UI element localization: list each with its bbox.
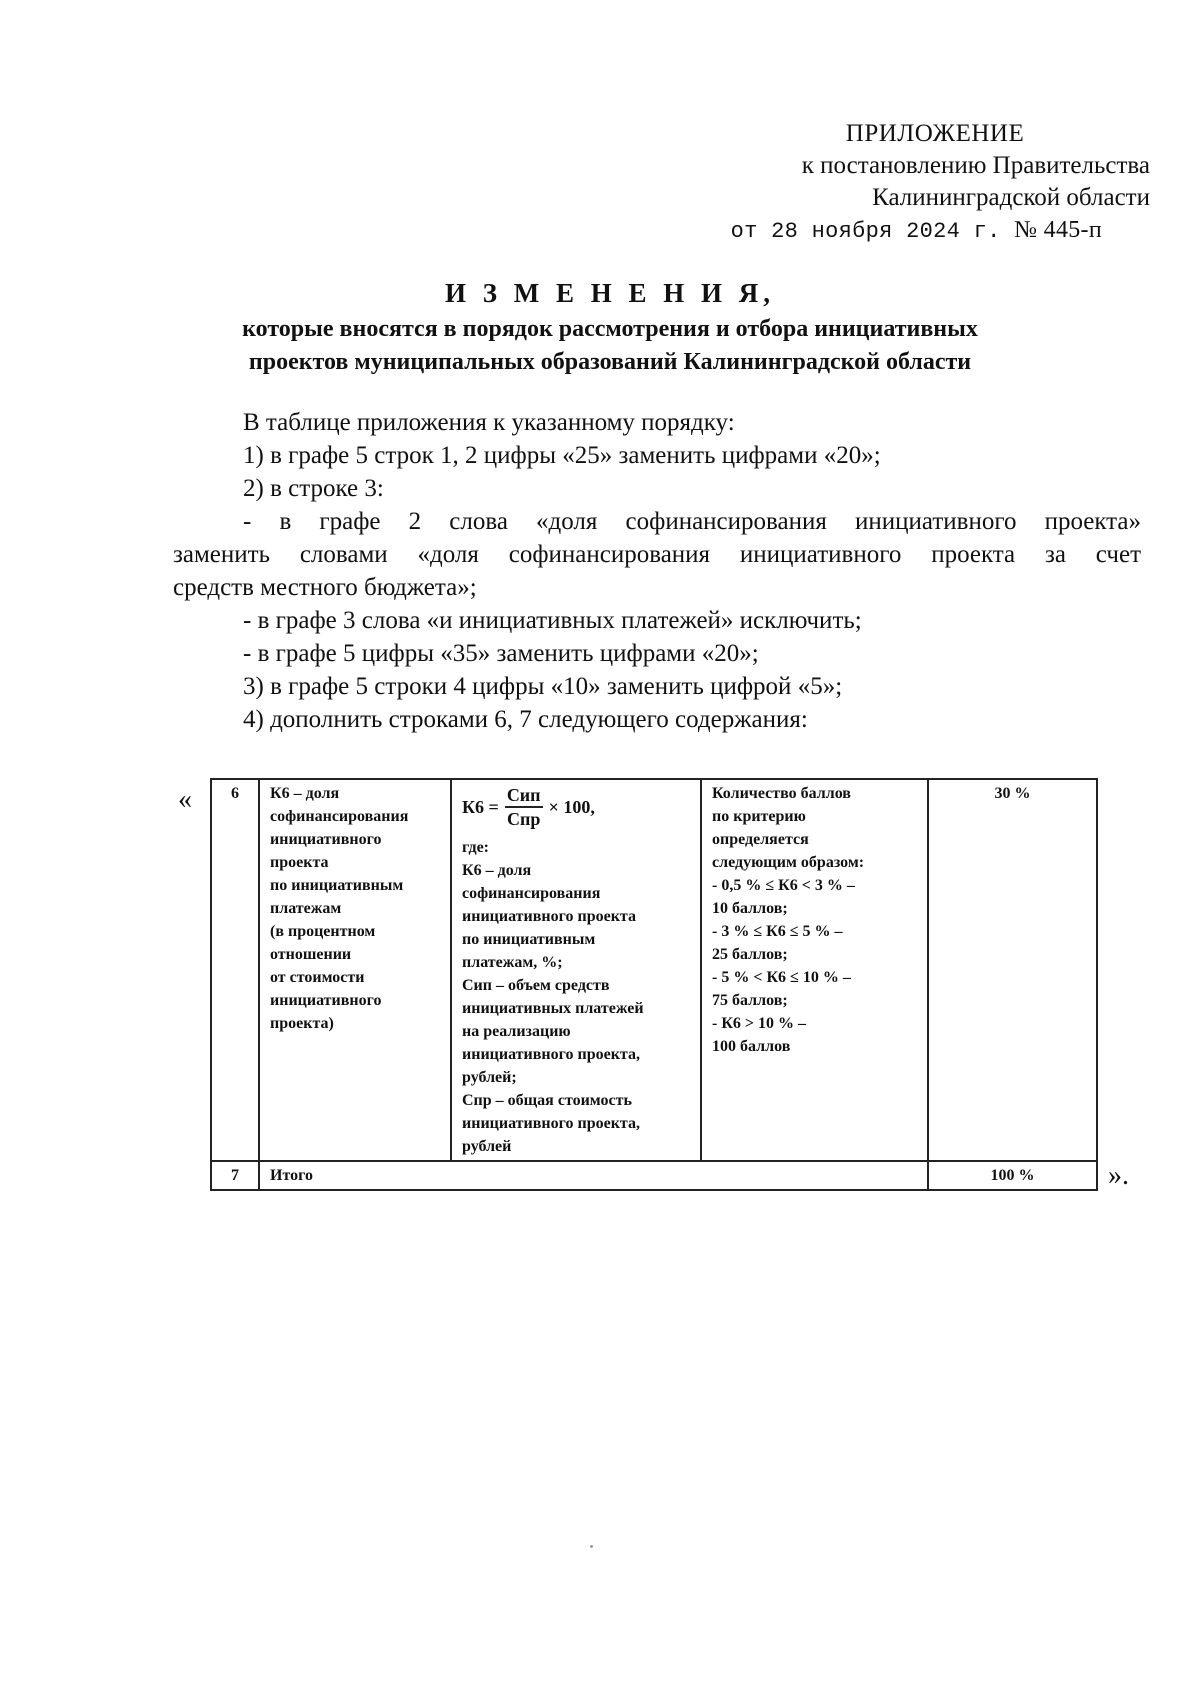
name-line: проекта — [270, 854, 329, 871]
score-line: 25 баллов; — [712, 946, 788, 963]
body-paragraph-intro: В таблице приложения к указанному порядку: — [243, 409, 735, 436]
appendix-date: от 28 ноября 2024 г. — [730, 219, 1001, 244]
heading-subtitle-line-2: проектов муниципальных образований Калининградской области — [248, 349, 972, 375]
body-paragraph-item-2: 2) в строке 3: — [243, 475, 384, 502]
heading-subtitle-line-1: которые вносятся в порядок рассмотрения и отбора инициативных — [242, 316, 978, 342]
score-line: - 3 % ≤ К6 ≤ 5 % – — [712, 923, 843, 940]
body-paragraph-item-2c: - в графе 5 цифры «35» заменить цифрами «20»; — [243, 640, 759, 667]
body-paragraph-item-4: 4) дополнить строками 6, 7 следующего содержания: — [243, 706, 808, 733]
opening-quote-mark: « — [178, 784, 192, 815]
row-7-weight: 100 % — [928, 1161, 1097, 1190]
explanation-line: инициативного проекта — [462, 908, 636, 925]
formula-rhs: × 100, — [548, 796, 595, 817]
explanation-line: рублей; — [462, 1069, 517, 1086]
appendix-title: ПРИЛОЖЕНИЕ — [845, 120, 1025, 147]
explanation-line: платежам, %; — [462, 954, 563, 971]
score-line: определяется — [712, 831, 809, 848]
name-line: от стоимости — [270, 969, 365, 986]
score-line: - 5 % < К6 ≤ 10 % – — [712, 969, 851, 986]
body-paragraph-item-2b: - в графе 3 слова «и инициативных платежей» исключить; — [243, 607, 862, 634]
appendix-date-number — [640, 214, 1150, 248]
criteria-table — [210, 778, 1098, 1191]
score-line: - 0,5 % ≤ К6 < 3 % – — [712, 877, 855, 894]
row-6-weight: 30 % — [928, 779, 1097, 1161]
score-line: следующим образом: — [712, 854, 865, 871]
name-line: инициативного — [270, 992, 382, 1009]
appendix-line-1: к постановлению Правительства — [801, 152, 1150, 179]
body-paragraph-item-2a-line-2: заменить словами «доля софинансирования инициативного проекта за счет — [173, 541, 1141, 568]
scan-dot-mark — [590, 1545, 593, 1548]
explanation-line: К6 – доля — [462, 862, 532, 879]
score-line: 100 баллов — [712, 1038, 791, 1055]
appendix-number: № 445-п — [1014, 217, 1102, 243]
explanation-line: инициативного проекта, — [462, 1115, 640, 1132]
score-line: 10 баллов; — [712, 900, 788, 917]
name-line: инициативного — [270, 831, 382, 848]
formula-fraction — [505, 784, 543, 830]
name-line: софинансирования — [270, 808, 409, 825]
name-line: по инициативным — [270, 877, 404, 894]
score-line: по критерию — [712, 808, 806, 825]
closing-quote-mark: ». — [1108, 1160, 1129, 1191]
appendix-header — [640, 118, 1150, 248]
row-6-number: 6 — [211, 779, 259, 1161]
appendix-line-2: Калининградской области — [872, 184, 1150, 211]
table-row — [211, 779, 1097, 1161]
score-line: - К6 > 10 % – — [712, 1015, 807, 1032]
explanation-line: инициативного проекта, — [462, 1046, 640, 1063]
document-body — [173, 406, 1141, 736]
heading-title: И З М Е Н Е Н И Я, — [444, 278, 775, 308]
row-6-formula-cell — [451, 779, 701, 1161]
row-6-criterion-name — [259, 779, 451, 1161]
name-line: (в процентном — [270, 923, 376, 940]
explanation-line: Спр – общая стоимость — [462, 1092, 632, 1109]
explanation-line: на реализацию — [462, 1023, 571, 1040]
name-line: платежам — [270, 900, 342, 917]
body-paragraph-item-1: 1) в графе 5 строк 1, 2 цифры «25» заменить цифрами «20»; — [243, 442, 881, 469]
explanation-line: по инициативным — [462, 931, 596, 948]
body-paragraph-item-3: 3) в графе 5 строки 4 цифры «10» заменить цифрой «5»; — [243, 673, 843, 700]
formula-lhs: К6 = — [462, 796, 499, 817]
row-6-scoring-rules — [701, 779, 928, 1161]
explanation-line: Сип – объем средств — [462, 977, 610, 994]
body-paragraph-item-2a-line-3: средств местного бюджета»; — [173, 574, 477, 601]
row-7-total-label: Итого — [259, 1161, 928, 1190]
table-row — [211, 1161, 1097, 1190]
explanation-line: где: — [462, 839, 489, 856]
formula-denominator: Спр — [506, 809, 541, 829]
name-line: отношении — [270, 946, 352, 963]
document-heading — [130, 278, 1090, 379]
name-line: К6 – доля — [270, 785, 340, 802]
score-line: 75 баллов; — [712, 992, 788, 1009]
name-line: проекта) — [270, 1015, 334, 1032]
body-paragraph-item-2a-line-1: - в графе 2 слова «доля софинансирования инициативного проекта» — [243, 508, 1141, 535]
explanation-line: инициативных платежей — [462, 1000, 644, 1017]
explanation-line: софинансирования — [462, 885, 601, 902]
explanation-line: рублей — [462, 1138, 512, 1155]
formula-numerator: Сип — [505, 784, 543, 808]
row-7-number: 7 — [211, 1161, 259, 1190]
score-line: Количество баллов — [712, 785, 851, 802]
k6-formula — [462, 784, 690, 830]
